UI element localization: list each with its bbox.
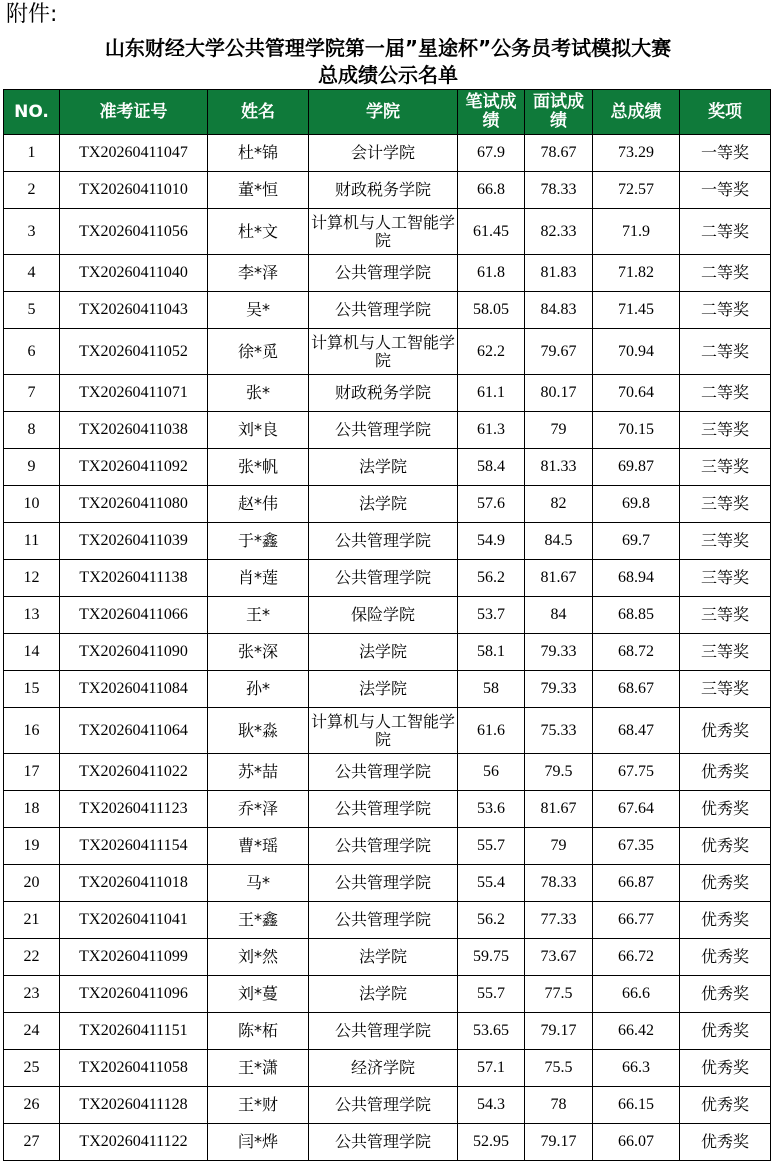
award-cell: 三等奖: [680, 634, 771, 671]
document-subtitle: 总成绩公示名单: [318, 63, 458, 87]
student-name-cell: 曹*瑶: [208, 828, 309, 865]
written-score-cell: 58: [458, 671, 525, 708]
interview-score-cell: 79.17: [525, 1013, 593, 1050]
written-score-cell: 58.1: [458, 634, 525, 671]
exam-id-cell: TX20260411052: [60, 329, 208, 375]
college-cell: 法学院: [309, 671, 458, 708]
table-row: [4, 671, 771, 708]
college-cell: 公共管理学院: [309, 255, 458, 292]
row-number-cell: 20: [4, 865, 60, 902]
row-number-cell: 14: [4, 634, 60, 671]
row-number-cell: 17: [4, 754, 60, 791]
exam-id-cell: TX20260411022: [60, 754, 208, 791]
exam-id-cell: TX20260411056: [60, 209, 208, 255]
row-number-cell: 10: [4, 486, 60, 523]
student-name-cell: 刘*蔓: [208, 976, 309, 1013]
table-row: [4, 828, 771, 865]
interview-score-cell: 81.33: [525, 449, 593, 486]
college-cell: 公共管理学院: [309, 865, 458, 902]
written-score-cell: 55.4: [458, 865, 525, 902]
college-cell: 法学院: [309, 449, 458, 486]
total-score-cell: 70.94: [593, 329, 680, 375]
table-header-row: [4, 90, 771, 135]
total-score-cell: 67.35: [593, 828, 680, 865]
header-interview-score: 面试成绩: [525, 90, 593, 135]
student-name-cell: 马*: [208, 865, 309, 902]
written-score-cell: 56: [458, 754, 525, 791]
total-score-cell: 71.45: [593, 292, 680, 329]
row-number-cell: 16: [4, 708, 60, 754]
written-score-cell: 53.65: [458, 1013, 525, 1050]
student-name-cell: 于*鑫: [208, 523, 309, 560]
college-cell: 法学院: [309, 939, 458, 976]
written-score-cell: 61.1: [458, 375, 525, 412]
table-row: [4, 209, 771, 255]
table-row: [4, 1087, 771, 1124]
table-row: [4, 1050, 771, 1087]
table-row: [4, 486, 771, 523]
award-cell: 优秀奖: [680, 754, 771, 791]
row-number-cell: 7: [4, 375, 60, 412]
student-name-cell: 杜*锦: [208, 135, 309, 172]
award-cell: 三等奖: [680, 560, 771, 597]
award-cell: 二等奖: [680, 329, 771, 375]
award-cell: 二等奖: [680, 375, 771, 412]
exam-id-cell: TX20260411058: [60, 1050, 208, 1087]
table-row: [4, 292, 771, 329]
exam-id-cell: TX20260411099: [60, 939, 208, 976]
interview-score-cell: 79.67: [525, 329, 593, 375]
table-row: [4, 634, 771, 671]
exam-id-cell: TX20260411018: [60, 865, 208, 902]
table-row: [4, 449, 771, 486]
student-name-cell: 耿*淼: [208, 708, 309, 754]
results-table: [3, 89, 771, 1161]
interview-score-cell: 82.33: [525, 209, 593, 255]
student-name-cell: 乔*泽: [208, 791, 309, 828]
total-score-cell: 68.67: [593, 671, 680, 708]
written-score-cell: 56.2: [458, 902, 525, 939]
interview-score-cell: 79.33: [525, 671, 593, 708]
interview-score-cell: 84.5: [525, 523, 593, 560]
header-no: NO.: [4, 90, 60, 135]
total-score-cell: 69.87: [593, 449, 680, 486]
row-number-cell: 23: [4, 976, 60, 1013]
college-cell: 计算机与人工智能学院: [309, 209, 458, 255]
exam-id-cell: TX20260411041: [60, 902, 208, 939]
college-cell: 法学院: [309, 486, 458, 523]
award-cell: 三等奖: [680, 412, 771, 449]
interview-score-cell: 84.83: [525, 292, 593, 329]
row-number-cell: 24: [4, 1013, 60, 1050]
college-cell: 公共管理学院: [309, 412, 458, 449]
row-number-cell: 13: [4, 597, 60, 634]
college-cell: 公共管理学院: [309, 523, 458, 560]
table-row: [4, 412, 771, 449]
award-cell: 三等奖: [680, 449, 771, 486]
written-score-cell: 54.3: [458, 1087, 525, 1124]
table-row: [4, 865, 771, 902]
award-cell: 二等奖: [680, 209, 771, 255]
exam-id-cell: TX20260411064: [60, 708, 208, 754]
header-college: 学院: [309, 90, 458, 135]
exam-id-cell: TX20260411080: [60, 486, 208, 523]
exam-id-cell: TX20260411047: [60, 135, 208, 172]
table-row: [4, 791, 771, 828]
exam-id-cell: TX20260411071: [60, 375, 208, 412]
exam-id-cell: TX20260411043: [60, 292, 208, 329]
attachment-label: 附件:: [6, 2, 58, 27]
interview-score-cell: 82: [525, 486, 593, 523]
total-score-cell: 71.82: [593, 255, 680, 292]
header-exam-id: 准考证号: [60, 90, 208, 135]
row-number-cell: 4: [4, 255, 60, 292]
student-name-cell: 刘*然: [208, 939, 309, 976]
interview-score-cell: 77.33: [525, 902, 593, 939]
exam-id-cell: TX20260411010: [60, 172, 208, 209]
award-cell: 三等奖: [680, 671, 771, 708]
table-row: [4, 255, 771, 292]
row-number-cell: 9: [4, 449, 60, 486]
interview-score-cell: 78: [525, 1087, 593, 1124]
college-cell: 计算机与人工智能学院: [309, 708, 458, 754]
total-score-cell: 71.9: [593, 209, 680, 255]
exam-id-cell: TX20260411151: [60, 1013, 208, 1050]
header-award: 奖项: [680, 90, 771, 135]
student-name-cell: 徐*觅: [208, 329, 309, 375]
exam-id-cell: TX20260411123: [60, 791, 208, 828]
total-score-cell: 68.47: [593, 708, 680, 754]
total-score-cell: 66.77: [593, 902, 680, 939]
exam-id-cell: TX20260411122: [60, 1124, 208, 1161]
college-cell: 经济学院: [309, 1050, 458, 1087]
total-score-cell: 69.8: [593, 486, 680, 523]
total-score-cell: 68.94: [593, 560, 680, 597]
written-score-cell: 61.6: [458, 708, 525, 754]
table-row: [4, 172, 771, 209]
row-number-cell: 22: [4, 939, 60, 976]
award-cell: 一等奖: [680, 135, 771, 172]
total-score-cell: 70.64: [593, 375, 680, 412]
college-cell: 计算机与人工智能学院: [309, 329, 458, 375]
table-body: [4, 135, 771, 1161]
award-cell: 优秀奖: [680, 1087, 771, 1124]
table-row: [4, 976, 771, 1013]
total-score-cell: 66.3: [593, 1050, 680, 1087]
exam-id-cell: TX20260411084: [60, 671, 208, 708]
written-score-cell: 66.8: [458, 172, 525, 209]
row-number-cell: 11: [4, 523, 60, 560]
interview-score-cell: 78.33: [525, 865, 593, 902]
student-name-cell: 张*: [208, 375, 309, 412]
interview-score-cell: 81.83: [525, 255, 593, 292]
total-score-cell: 68.85: [593, 597, 680, 634]
written-score-cell: 54.9: [458, 523, 525, 560]
total-score-cell: 70.15: [593, 412, 680, 449]
student-name-cell: 王*: [208, 597, 309, 634]
total-score-cell: 66.42: [593, 1013, 680, 1050]
student-name-cell: 李*泽: [208, 255, 309, 292]
table-row: [4, 375, 771, 412]
college-cell: 保险学院: [309, 597, 458, 634]
award-cell: 一等奖: [680, 172, 771, 209]
interview-score-cell: 78.67: [525, 135, 593, 172]
interview-score-cell: 81.67: [525, 560, 593, 597]
student-name-cell: 吴*: [208, 292, 309, 329]
exam-id-cell: TX20260411040: [60, 255, 208, 292]
college-cell: 公共管理学院: [309, 902, 458, 939]
table-row: [4, 597, 771, 634]
student-name-cell: 苏*喆: [208, 754, 309, 791]
interview-score-cell: 79.5: [525, 754, 593, 791]
written-score-cell: 61.3: [458, 412, 525, 449]
total-score-cell: 67.75: [593, 754, 680, 791]
written-score-cell: 55.7: [458, 828, 525, 865]
student-name-cell: 刘*良: [208, 412, 309, 449]
interview-score-cell: 79.33: [525, 634, 593, 671]
written-score-cell: 61.8: [458, 255, 525, 292]
interview-score-cell: 78.33: [525, 172, 593, 209]
row-number-cell: 5: [4, 292, 60, 329]
table-row: [4, 560, 771, 597]
total-score-cell: 69.7: [593, 523, 680, 560]
award-cell: 优秀奖: [680, 976, 771, 1013]
interview-score-cell: 73.67: [525, 939, 593, 976]
row-number-cell: 12: [4, 560, 60, 597]
student-name-cell: 王*财: [208, 1087, 309, 1124]
student-name-cell: 陈*柘: [208, 1013, 309, 1050]
table-row: [4, 754, 771, 791]
student-name-cell: 王*潇: [208, 1050, 309, 1087]
award-cell: 三等奖: [680, 486, 771, 523]
row-number-cell: 6: [4, 329, 60, 375]
written-score-cell: 61.45: [458, 209, 525, 255]
college-cell: 公共管理学院: [309, 791, 458, 828]
interview-score-cell: 77.5: [525, 976, 593, 1013]
row-number-cell: 26: [4, 1087, 60, 1124]
total-score-cell: 66.6: [593, 976, 680, 1013]
student-name-cell: 张*帆: [208, 449, 309, 486]
written-score-cell: 59.75: [458, 939, 525, 976]
award-cell: 优秀奖: [680, 791, 771, 828]
row-number-cell: 27: [4, 1124, 60, 1161]
table-row: [4, 523, 771, 560]
college-cell: 公共管理学院: [309, 754, 458, 791]
header-written-score: 笔试成绩: [458, 90, 525, 135]
award-cell: 优秀奖: [680, 865, 771, 902]
award-cell: 优秀奖: [680, 1050, 771, 1087]
row-number-cell: 8: [4, 412, 60, 449]
written-score-cell: 57.6: [458, 486, 525, 523]
student-name-cell: 杜*文: [208, 209, 309, 255]
interview-score-cell: 75.33: [525, 708, 593, 754]
award-cell: 二等奖: [680, 292, 771, 329]
written-score-cell: 53.7: [458, 597, 525, 634]
row-number-cell: 3: [4, 209, 60, 255]
total-score-cell: 73.29: [593, 135, 680, 172]
row-number-cell: 19: [4, 828, 60, 865]
table-row: [4, 708, 771, 754]
total-score-cell: 67.64: [593, 791, 680, 828]
row-number-cell: 15: [4, 671, 60, 708]
header-total-score: 总成绩: [593, 90, 680, 135]
college-cell: 公共管理学院: [309, 828, 458, 865]
college-cell: 法学院: [309, 634, 458, 671]
exam-id-cell: TX20260411096: [60, 976, 208, 1013]
total-score-cell: 66.87: [593, 865, 680, 902]
exam-id-cell: TX20260411039: [60, 523, 208, 560]
table-row: [4, 902, 771, 939]
student-name-cell: 赵*伟: [208, 486, 309, 523]
header-name: 姓名: [208, 90, 309, 135]
row-number-cell: 25: [4, 1050, 60, 1087]
written-score-cell: 55.7: [458, 976, 525, 1013]
total-score-cell: 66.72: [593, 939, 680, 976]
exam-id-cell: TX20260411090: [60, 634, 208, 671]
college-cell: 法学院: [309, 976, 458, 1013]
exam-id-cell: TX20260411138: [60, 560, 208, 597]
exam-id-cell: TX20260411092: [60, 449, 208, 486]
document-title: 山东财经大学公共管理学院第一届”星途杯”公务员考试模拟大赛: [104, 36, 672, 60]
row-number-cell: 2: [4, 172, 60, 209]
college-cell: 公共管理学院: [309, 1087, 458, 1124]
college-cell: 财政税务学院: [309, 375, 458, 412]
table-row: [4, 939, 771, 976]
exam-id-cell: TX20260411128: [60, 1087, 208, 1124]
written-score-cell: 56.2: [458, 560, 525, 597]
award-cell: 三等奖: [680, 597, 771, 634]
student-name-cell: 王*鑫: [208, 902, 309, 939]
award-cell: 优秀奖: [680, 708, 771, 754]
interview-score-cell: 81.67: [525, 791, 593, 828]
college-cell: 财政税务学院: [309, 172, 458, 209]
written-score-cell: 57.1: [458, 1050, 525, 1087]
written-score-cell: 67.9: [458, 135, 525, 172]
exam-id-cell: TX20260411154: [60, 828, 208, 865]
total-score-cell: 72.57: [593, 172, 680, 209]
total-score-cell: 68.72: [593, 634, 680, 671]
table-row: [4, 135, 771, 172]
college-cell: 公共管理学院: [309, 292, 458, 329]
student-name-cell: 闫*烨: [208, 1124, 309, 1161]
award-cell: 二等奖: [680, 255, 771, 292]
award-cell: 优秀奖: [680, 902, 771, 939]
student-name-cell: 肖*莲: [208, 560, 309, 597]
table-row: [4, 329, 771, 375]
written-score-cell: 62.2: [458, 329, 525, 375]
award-cell: 优秀奖: [680, 1013, 771, 1050]
college-cell: 公共管理学院: [309, 1013, 458, 1050]
written-score-cell: 52.95: [458, 1124, 525, 1161]
total-score-cell: 66.15: [593, 1087, 680, 1124]
written-score-cell: 58.4: [458, 449, 525, 486]
interview-score-cell: 84: [525, 597, 593, 634]
award-cell: 优秀奖: [680, 828, 771, 865]
college-cell: 会计学院: [309, 135, 458, 172]
row-number-cell: 18: [4, 791, 60, 828]
college-cell: 公共管理学院: [309, 1124, 458, 1161]
college-cell: 公共管理学院: [309, 560, 458, 597]
award-cell: 优秀奖: [680, 939, 771, 976]
student-name-cell: 董*恒: [208, 172, 309, 209]
student-name-cell: 孙*: [208, 671, 309, 708]
row-number-cell: 21: [4, 902, 60, 939]
exam-id-cell: TX20260411066: [60, 597, 208, 634]
written-score-cell: 53.6: [458, 791, 525, 828]
interview-score-cell: 80.17: [525, 375, 593, 412]
table-row: [4, 1124, 771, 1161]
written-score-cell: 58.05: [458, 292, 525, 329]
total-score-cell: 66.07: [593, 1124, 680, 1161]
interview-score-cell: 75.5: [525, 1050, 593, 1087]
award-cell: 优秀奖: [680, 1124, 771, 1161]
exam-id-cell: TX20260411038: [60, 412, 208, 449]
row-number-cell: 1: [4, 135, 60, 172]
award-cell: 三等奖: [680, 523, 771, 560]
student-name-cell: 张*深: [208, 634, 309, 671]
table-row: [4, 1013, 771, 1050]
interview-score-cell: 79.17: [525, 1124, 593, 1161]
interview-score-cell: 79: [525, 412, 593, 449]
interview-score-cell: 79: [525, 828, 593, 865]
